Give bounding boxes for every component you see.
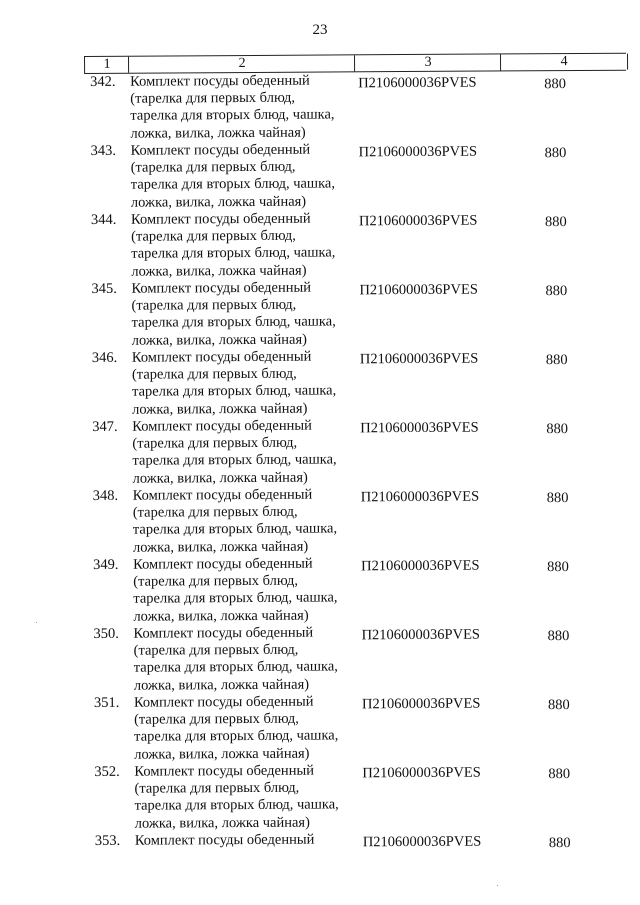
table-row xyxy=(85,278,627,350)
row-description xyxy=(131,141,361,211)
row-code: П2106000036PVES xyxy=(362,833,482,851)
description-line: Комплект посуды обеденный xyxy=(130,141,311,159)
row-description xyxy=(135,831,365,850)
row-description xyxy=(133,624,363,694)
row-code: П2106000036PVES xyxy=(358,212,478,230)
row-description xyxy=(134,762,364,832)
column-header-number: 1 xyxy=(84,57,129,73)
page-number: 23 xyxy=(312,22,328,38)
description-line: ложка, вилка, ложка чайная) xyxy=(130,193,307,211)
row-quantity: 880 xyxy=(545,352,568,369)
row-description xyxy=(133,555,363,625)
row-quantity: 880 xyxy=(548,766,571,783)
description-line: Комплект посуды обеденный xyxy=(130,72,310,90)
row-description xyxy=(133,486,363,556)
row-quantity: 880 xyxy=(548,835,571,852)
row-description xyxy=(131,279,361,349)
description-line: ложка, вилка, ложка чайная) xyxy=(133,607,309,625)
description-line: ложка, вилка, ложка чайная) xyxy=(131,262,307,280)
row-description xyxy=(134,693,364,763)
description-line: ложка, вилка, ложка чайная) xyxy=(132,400,308,418)
description-line: Комплект посуды обеденный xyxy=(134,762,314,780)
table-row xyxy=(87,623,629,695)
row-code: П2106000036PVES xyxy=(358,143,478,161)
description-line: Комплект посуды обеденный xyxy=(133,555,313,573)
description-line: тарелка для вторых блюд, чашка, xyxy=(132,520,338,539)
scan-speck xyxy=(497,885,498,886)
description-line: (тарелка для первых блюд, xyxy=(132,503,298,521)
description-line: Комплект посуды обеденный xyxy=(131,279,312,297)
row-number: 344. xyxy=(90,211,117,228)
table-row xyxy=(85,140,627,212)
description-line: ложка, вилка, ложка чайная) xyxy=(130,124,306,142)
description-line: Комплект посуды обеденный xyxy=(133,693,314,711)
row-code: П2106000036PVES xyxy=(360,488,480,506)
row-description xyxy=(132,348,362,418)
table-row xyxy=(88,692,630,764)
row-code: П2106000036PVES xyxy=(361,695,481,713)
row-code: П2106000036PVES xyxy=(359,350,479,368)
description-line: тарелка для вторых блюд, чашка, xyxy=(132,382,337,401)
description-line: (тарелка для первых блюд, xyxy=(134,779,300,797)
description-line: тарелка для вторых блюд, чашка, xyxy=(131,244,336,263)
table-row xyxy=(87,554,629,626)
row-description xyxy=(132,417,362,487)
description-line: (тарелка для первых блюд, xyxy=(131,365,297,383)
row-quantity: 880 xyxy=(546,490,569,507)
description-line: тарелка для вторых блюд, чашка, xyxy=(133,589,338,608)
row-quantity: 880 xyxy=(544,76,566,93)
description-line: ложка, вилка, ложка чайная) xyxy=(131,331,308,349)
row-description xyxy=(130,72,360,142)
row-number: 351. xyxy=(93,694,120,711)
row-quantity: 880 xyxy=(544,145,567,162)
row-code: П2106000036PVES xyxy=(362,764,481,782)
description-line: Комплект посуды обеденный xyxy=(132,486,313,504)
row-number: 349. xyxy=(93,556,119,573)
description-line: тарелка для вторых блюд, чашка, xyxy=(130,106,335,125)
row-number: 353. xyxy=(94,832,121,849)
row-code: П2106000036PVES xyxy=(359,281,478,299)
row-quantity: 880 xyxy=(547,628,570,645)
scan-speck xyxy=(36,622,37,623)
column-header-code: 3 xyxy=(354,54,501,71)
description-line: (тарелка для первых блюд, xyxy=(130,158,296,176)
description-line: (тарелка для первых блюд, xyxy=(134,710,299,728)
row-number: 346. xyxy=(91,349,118,366)
description-line: Комплект посуды обеденный xyxy=(130,210,311,228)
description-line: ложка, вилка, ложка чайная) xyxy=(132,469,308,487)
table-row xyxy=(87,485,629,557)
table-row xyxy=(86,347,628,419)
description-line: (тарелка для первых блюд, xyxy=(133,572,299,590)
row-number: 345. xyxy=(91,280,117,297)
table-row xyxy=(88,761,630,833)
table-row xyxy=(89,830,631,902)
description-line: (тарелка для первых блюд, xyxy=(133,641,299,659)
row-number: 347. xyxy=(92,418,118,435)
row-code: П2106000036PVES xyxy=(360,419,479,437)
row-quantity: 880 xyxy=(546,421,569,438)
row-quantity: 880 xyxy=(545,283,568,300)
row-quantity: 880 xyxy=(544,214,567,231)
row-number: 348. xyxy=(92,487,119,504)
row-code: П2106000036PVES xyxy=(358,74,477,92)
description-line: тарелка для вторых блюд, чашка, xyxy=(134,727,339,746)
row-number: 343. xyxy=(90,142,117,159)
description-line: ложка, вилка, ложка чайная) xyxy=(133,676,310,694)
row-description xyxy=(131,210,361,280)
row-number: 350. xyxy=(93,625,119,642)
row-quantity: 880 xyxy=(547,697,570,714)
description-line: Комплект посуды обеденный xyxy=(132,417,312,435)
description-line: тарелка для вторых блюд, чашка, xyxy=(134,796,339,815)
column-header-description: 2 xyxy=(128,55,355,72)
description-line: (тарелка для первых блюд, xyxy=(132,434,298,452)
row-number: 352. xyxy=(94,763,120,780)
row-code: П2106000036PVES xyxy=(361,557,480,575)
description-line: тарелка для вторых блюд, чашка, xyxy=(133,658,338,677)
column-header-quantity: 4 xyxy=(500,54,628,71)
table-body xyxy=(84,71,631,902)
description-line: ложка, вилка, ложка чайная) xyxy=(134,814,310,832)
table-row xyxy=(85,209,627,281)
description-line: ложка, вилка, ложка чайная) xyxy=(134,745,310,763)
description-line: ложка, вилка, ложка чайная) xyxy=(132,538,309,556)
description-line: Комплект посуды обеденный xyxy=(131,348,312,366)
description-line: тарелка для вторых блюд, чашка, xyxy=(130,175,336,194)
row-code: П2106000036PVES xyxy=(361,626,481,644)
description-line: тарелка для вторых блюд, чашка, xyxy=(131,313,336,332)
description-line: тарелка для вторых блюд, чашка, xyxy=(132,451,337,470)
description-line: Комплект посуды обеденный xyxy=(133,624,314,642)
description-line: (тарелка для первых блюд, xyxy=(131,296,297,314)
row-quantity: 880 xyxy=(547,559,569,576)
items-table xyxy=(84,53,631,902)
description-line: Комплект посуды обеденный xyxy=(134,831,315,849)
table-row xyxy=(86,416,628,488)
description-line: (тарелка для первых блюд, xyxy=(131,227,296,245)
table-row xyxy=(84,71,626,143)
row-number: 342. xyxy=(90,73,116,90)
description-line: (тарелка для первых блюд, xyxy=(130,89,296,107)
